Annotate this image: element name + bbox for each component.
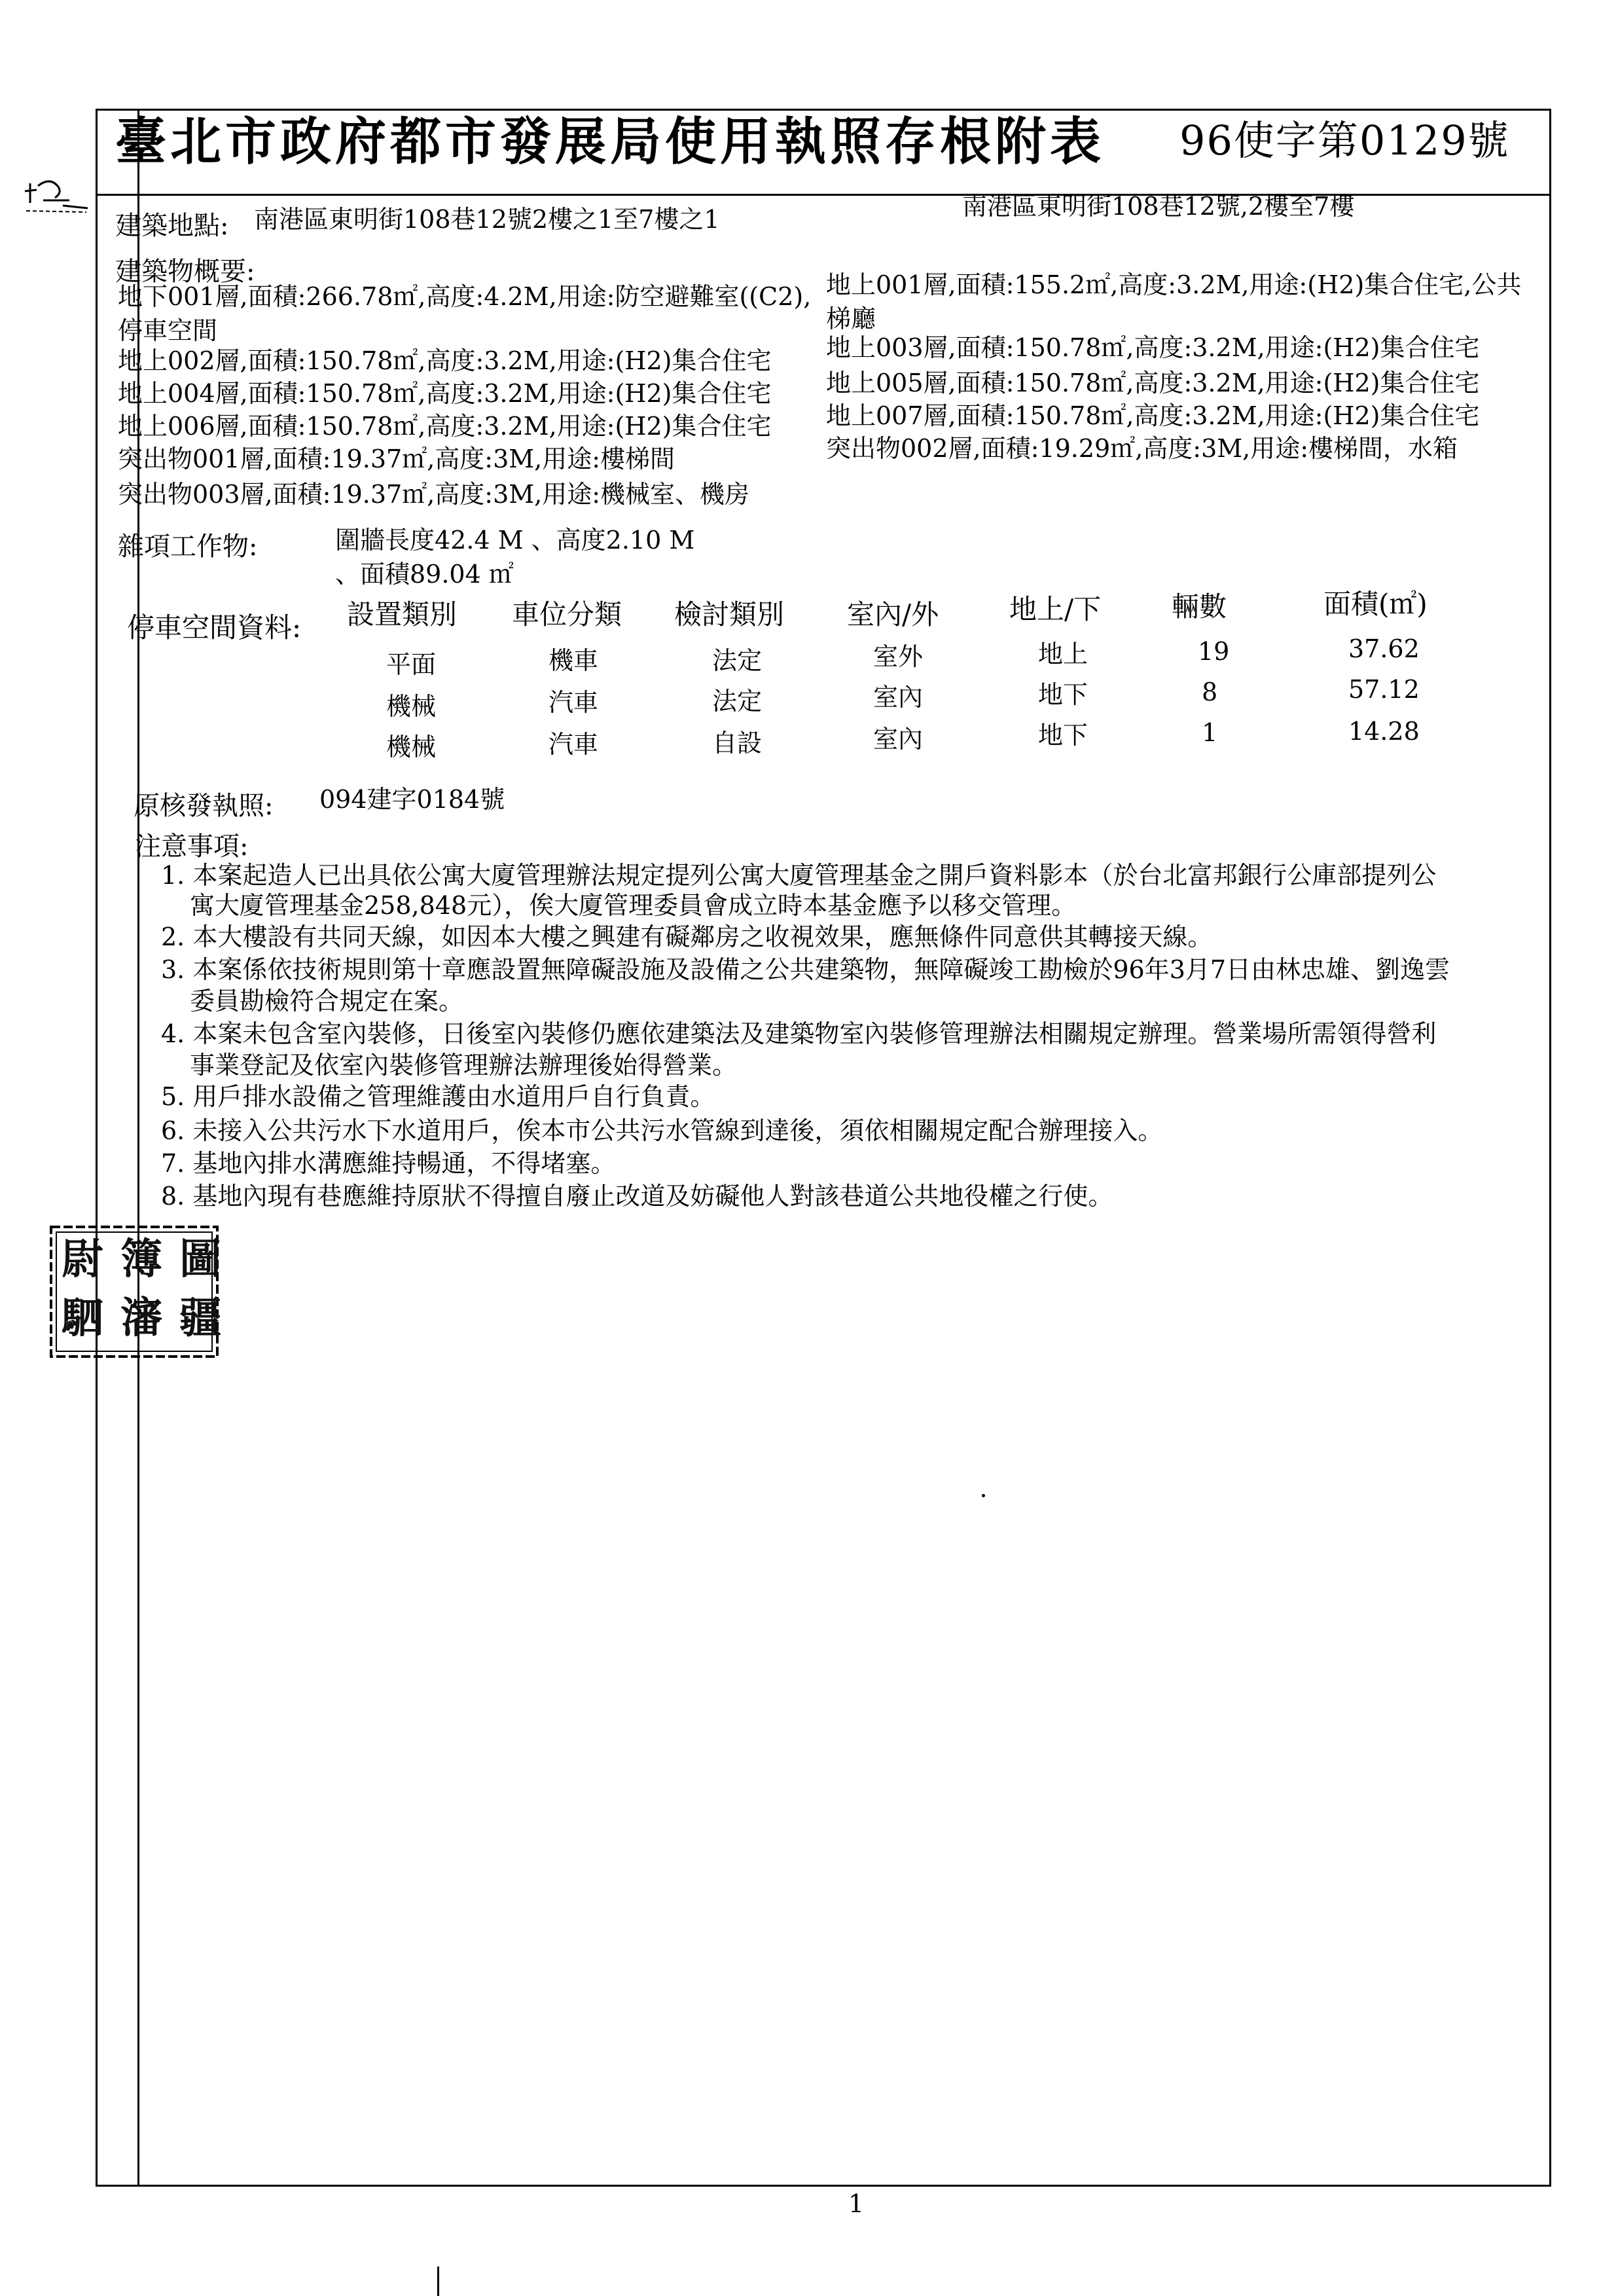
overview-right-line: 地上001層,面積:155.2㎡,高度:3.2M,用途:(H2)集合住宅,公共 bbox=[826, 270, 1522, 299]
parking-cell: 室外 bbox=[873, 642, 924, 671]
parking-label: 停車空間資料: bbox=[127, 611, 302, 644]
misc-line: 、面積89.04 ㎡ bbox=[335, 560, 514, 589]
official-seal-icon bbox=[48, 1224, 220, 1359]
scan-speck bbox=[982, 1494, 985, 1497]
overview-label: 建築物概要: bbox=[115, 257, 255, 287]
note-item: 4. 本案未包含室內裝修，日後室內裝修仍應依建築法及建築物室內裝修管理辦法相關規定辦理。營業場所需領得營利 bbox=[161, 1019, 1437, 1048]
parking-col-header: 地上/下 bbox=[1009, 593, 1102, 625]
seal-char: 駟 bbox=[62, 1294, 103, 1343]
parking-col-header: 室內/外 bbox=[847, 598, 939, 630]
parking-cell: 汽車 bbox=[548, 688, 599, 717]
parking-cell: 57.12 bbox=[1348, 675, 1420, 704]
parking-cell: 19 bbox=[1198, 637, 1230, 666]
scan-mark bbox=[437, 2267, 439, 2296]
address-value: 南港區東明街108巷12號2樓之1至7樓之1 bbox=[254, 205, 720, 234]
seal-char: 瀋 bbox=[120, 1294, 162, 1343]
overview-right-line: 突出物002層,面積:19.29㎡,高度:3M,用途:樓梯間，水箱 bbox=[826, 434, 1458, 463]
note-item: 5. 用戶排水設備之管理維護由水道用戶自行負責。 bbox=[161, 1082, 715, 1111]
note-item: 6. 未接入公共污水下水道用戶，俟本市公共污水管線到達後，須依相關規定配合辦理接入。 bbox=[161, 1116, 1163, 1145]
overview-left-line: 停車空間 bbox=[118, 316, 218, 345]
seal-char: 疆 bbox=[179, 1294, 221, 1343]
overview-left-line: 地上002層,面積:150.78㎡,高度:3.2M,用途:(H2)集合住宅 bbox=[118, 346, 772, 375]
overview-right-line: 地上003層,面積:150.78㎡,高度:3.2M,用途:(H2)集合住宅 bbox=[826, 333, 1480, 362]
note-item: 2. 本大樓設有共同天線，如因本大樓之興建有礙鄰房之收視效果，應無條件同意供其轉接天線。 bbox=[161, 922, 1213, 951]
note-item: 8. 基地內現有巷應維持原狀不得擅自廢止改道及妨礙他人對該巷道公共地役權之行使。 bbox=[161, 1182, 1113, 1211]
address-label: 建築地點: bbox=[115, 211, 229, 241]
overview-left-line: 地下001層,面積:266.78㎡,高度:4.2M,用途:防空避難室((C2), bbox=[118, 282, 812, 311]
misc-line: 圍牆長度42.4 M 、高度2.10 M bbox=[335, 526, 695, 555]
overview-right-line: 梯廳 bbox=[826, 304, 876, 333]
parking-cell: 14.28 bbox=[1348, 717, 1420, 746]
overview-left-line: 突出物001層,面積:19.37㎡,高度:3M,用途:樓梯間 bbox=[118, 445, 675, 473]
parking-col-header: 車位分類 bbox=[512, 598, 622, 630]
parking-cell: 8 bbox=[1202, 678, 1218, 706]
parking-col-header: 檢討類別 bbox=[674, 598, 785, 630]
parking-cell: 室內 bbox=[873, 683, 924, 712]
note-item-cont: 寓大廈管理基金258,848元），俟大廈管理委員會成立時本基金應予以移交管理。 bbox=[190, 891, 1077, 920]
parking-cell: 法定 bbox=[712, 646, 763, 675]
page-number: 1 bbox=[848, 2189, 865, 2218]
original-permit-value: 094建字0184號 bbox=[319, 785, 505, 814]
document-title: 臺北市政府都市發展局使用執照存根附表 bbox=[115, 112, 1106, 172]
parking-cell: 地下 bbox=[1038, 721, 1088, 750]
parking-cell: 室內 bbox=[873, 725, 924, 754]
notes-label: 注意事項: bbox=[135, 831, 249, 862]
parking-cell: 37.62 bbox=[1348, 634, 1420, 663]
margin-mark-icon bbox=[24, 172, 89, 219]
parking-col-header: 輛數 bbox=[1172, 591, 1227, 623]
note-item-cont: 事業登記及依室內裝修管理辦法辦理後始得營業。 bbox=[190, 1051, 738, 1080]
parking-col-header: 設置類別 bbox=[347, 598, 458, 630]
overview-left-line: 突出物003層,面積:19.37㎡,高度:3M,用途:機械室、機房 bbox=[118, 480, 750, 509]
seal-char: 圖 bbox=[179, 1235, 221, 1284]
parking-cell: 地上 bbox=[1038, 640, 1088, 668]
note-item-cont: 委員勘檢符合規定在案。 bbox=[190, 987, 464, 1015]
parking-cell: 機械 bbox=[386, 692, 437, 721]
note-item: 1. 本案起造人已出具依公寓大廈管理辦法規定提列公寓大廈管理基金之開戶資料影本（於台北富邦銀行公庫部提列公 bbox=[161, 861, 1437, 890]
parking-cell: 機械 bbox=[386, 733, 437, 761]
misc-label: 雜項工作物: bbox=[118, 532, 258, 562]
parking-cell: 法定 bbox=[712, 687, 763, 716]
parking-cell: 1 bbox=[1202, 718, 1218, 747]
address-alt: 南港區東明街108巷12號,2樓至7樓 bbox=[962, 192, 1355, 221]
parking-col-header: 面積(㎡) bbox=[1323, 588, 1428, 620]
seal-char: 簿 bbox=[120, 1235, 162, 1284]
note-item: 7. 基地內排水溝應維持暢通，不得堵塞。 bbox=[161, 1149, 616, 1178]
parking-cell: 平面 bbox=[386, 650, 437, 679]
parking-cell: 地下 bbox=[1038, 680, 1088, 709]
parking-cell: 自設 bbox=[712, 729, 763, 757]
overview-left-line: 地上006層,面積:150.78㎡,高度:3.2M,用途:(H2)集合住宅 bbox=[118, 412, 772, 441]
overview-right-line: 地上005層,面積:150.78㎡,高度:3.2M,用途:(H2)集合住宅 bbox=[826, 369, 1480, 397]
overview-left-line: 地上004層,面積:150.78㎡,高度:3.2M,用途:(H2)集合住宅 bbox=[118, 379, 772, 408]
note-item: 3. 本案係依技術規則第十章應設置無障礙設施及設備之公共建築物，無障礙竣工勘檢於96年3月7日由林忠雄、劉逸雲 bbox=[161, 955, 1450, 984]
permit-number: 96使字第0129號 bbox=[1179, 117, 1510, 164]
parking-cell: 機車 bbox=[548, 646, 599, 675]
overview-right-line: 地上007層,面積:150.78㎡,高度:3.2M,用途:(H2)集合住宅 bbox=[826, 401, 1480, 430]
seal-char: 尉 bbox=[62, 1235, 103, 1284]
original-permit-label: 原核發執照: bbox=[134, 791, 274, 821]
parking-cell: 汽車 bbox=[548, 730, 599, 759]
